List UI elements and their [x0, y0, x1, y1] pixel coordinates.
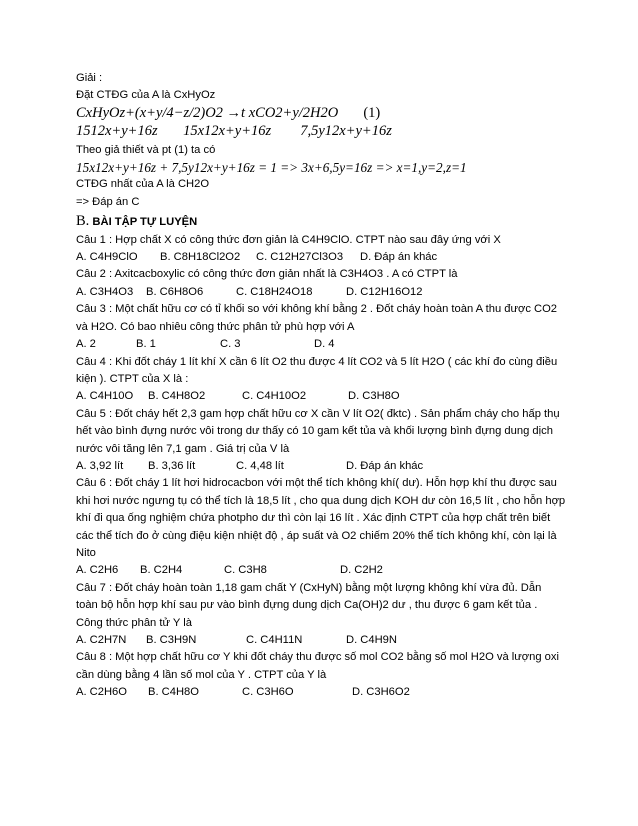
option-c: C. C3H8	[224, 564, 267, 577]
option-d: D. Đáp án khác	[360, 251, 438, 264]
question-text: Câu 7 : Đốt cháy hoàn toàn 1,18 gam chất Y (CxHyN) bằng một lượng không khí vừa đủ. Dẫn toàn bộ hỗn hợp khí sau pư vào bình đựng dung dịch Ca(OH)2 dư , thu được 6 gam kết tủa . Công thức phân tử Y là	[76, 581, 542, 629]
option-b: B. 1	[136, 338, 156, 351]
option-b: B. C3H9N	[146, 634, 197, 646]
question-text: Câu 2 : Axitcacboxylic có công thức đơn giản nhất là C3H4O3 . A có CTPT là	[76, 268, 458, 281]
option-b: B. C4H8O	[148, 686, 199, 699]
option-a: A. C2H6O	[76, 686, 127, 699]
equation-body: CxHyOz+(x+y/4−z/2)O2 →t xCO2+y/2H2O	[76, 104, 339, 121]
answer-options	[76, 562, 566, 579]
option-b: B. C2H4	[140, 564, 183, 577]
option-a: A. C2H6	[76, 564, 119, 577]
option-d: D. C3H6O2	[352, 686, 410, 699]
answer-options	[76, 684, 566, 701]
section-letter: B.	[76, 213, 90, 230]
question-1	[76, 232, 566, 267]
option-d: D. C4H9N	[346, 634, 397, 646]
option-b: B. C4H8O2	[148, 390, 206, 403]
solution-line-result: CTĐG nhất của A là CH2O	[76, 178, 210, 191]
answer-options	[76, 632, 566, 649]
option-d: D. 4	[314, 338, 335, 351]
option-a: A. 3,92 lít	[76, 459, 124, 472]
solution-line-ctdg: Đặt CTĐG của A là CxHyOz	[76, 89, 216, 102]
option-c: C. 3	[220, 338, 241, 351]
question-6	[76, 475, 566, 579]
question-7	[76, 580, 566, 650]
question-text: Câu 5 : Đốt cháy hết 2,3 gam hợp chất hữu cơ X cần V lít O2( đktc) . Sản phẩm cháy cho hấp thụ hết vào bình đựng nước vôi trong dư thấy có 10 gam kết tủa và khối lượng bình đựng dung dịch nước vôi tăng lên 7,1 gam . Giá trị của V là	[76, 407, 560, 455]
combustion-equation	[76, 105, 566, 123]
solution-line-system: 15x12x+y+16z + 7,5y12x+y+16z = 1 => 3x+6,5y=16z => x=1,y=2,z=1	[76, 160, 467, 176]
question-text: Câu 4 : Khi đốt cháy 1 lít khí X cần 6 lít O2 thu được 4 lít CO2 và 5 lít H2O ( các khí đo cùng điều kiện ). CTPT của X là :	[76, 355, 558, 385]
option-c: C. C12H27Cl3O3	[256, 251, 344, 264]
option-c: C. C4H11N	[246, 634, 303, 646]
answer-options	[76, 284, 566, 301]
answer-options	[76, 388, 566, 405]
option-b: B. C8H18Cl2O2	[160, 251, 241, 264]
document-page	[76, 70, 566, 702]
section-title: BÀI TẬP TỰ LUYỆN	[92, 216, 198, 229]
question-5	[76, 406, 566, 476]
option-c: C. 4,48 lít	[236, 459, 284, 472]
ratio-item: 7,5y12x+y+16z	[300, 123, 392, 140]
option-c: C. C18H24O18	[236, 285, 313, 298]
option-a: A. C3H4O3	[76, 285, 134, 298]
option-a: A. C4H9ClO	[76, 251, 138, 264]
section-heading	[76, 213, 566, 231]
option-a: A. 2	[76, 338, 96, 351]
solution-heading: Giải :	[76, 72, 103, 84]
option-d: D. Đáp án khác	[346, 459, 424, 472]
option-d: D. C2H2	[340, 564, 383, 577]
question-8	[76, 649, 566, 701]
option-a: A. C2H7N	[76, 634, 127, 646]
option-a: A. C4H10O	[76, 390, 134, 403]
solution-line-premise: Theo giả thiết và pt (1) ta có	[76, 143, 216, 156]
question-text: Câu 8 : Một hợp chất hữu cơ Y khi đốt cháy thu được số mol CO2 bằng số mol H2O và lượng oxi cần dùng bằng 4 lần số mol của Y . CTPT của Y là	[76, 651, 559, 681]
question-text: Câu 6 : Đốt cháy 1 lít hơi hidrocacbon với một thể tích không khí( dư). Hỗn hợp khí thu được sau khi hơi nước ngưng tụ có thể tích là 18,5 lít , cho qua dung dịch KOH dư còn 16,5 lít , cho hỗn hợp khí đi qua ống nghiệm chứa photpho dư thì còn lại 16 lít . Xác định CTPT của hợp chất trên biết các thể tích đo ở cùng điệu kiện nhiệt độ , áp suất và O2 chiếm 20% thể tích không khí, còn lại là Nito	[76, 477, 566, 559]
option-c: C. C4H10O2	[242, 390, 307, 403]
question-3	[76, 301, 566, 353]
option-b: B. 3,36 lít	[148, 459, 196, 472]
question-text: Câu 3 : Một chất hữu cơ có tỉ khối so với không khí bằng 2 . Đốt cháy hoàn toàn A thu được CO2 và H2O. Có bao nhiêu công thức phân tử phù hợp với A	[76, 303, 558, 333]
question-4	[76, 354, 566, 406]
answer-options	[76, 249, 566, 266]
option-b: B. C6H8O6	[146, 285, 204, 298]
question-2	[76, 266, 566, 301]
equation-number: (1)	[363, 104, 381, 121]
answer-options	[76, 336, 566, 353]
solution-answer: => Đáp án C	[76, 195, 140, 208]
ratio-item: 15x12x+y+16z	[183, 123, 272, 140]
option-d: D. C12H16O12	[346, 285, 423, 298]
mass-ratio-row	[76, 123, 566, 141]
option-d: D. C3H8O	[348, 390, 400, 403]
question-text: Câu 1 : Hợp chất X có công thức đơn giản là C4H9ClO. CTPT nào sau đây ứng với X	[76, 233, 501, 246]
answer-options	[76, 458, 566, 475]
ratio-item: 1512x+y+16z	[76, 123, 158, 140]
option-c: C. C3H6O	[242, 686, 294, 699]
